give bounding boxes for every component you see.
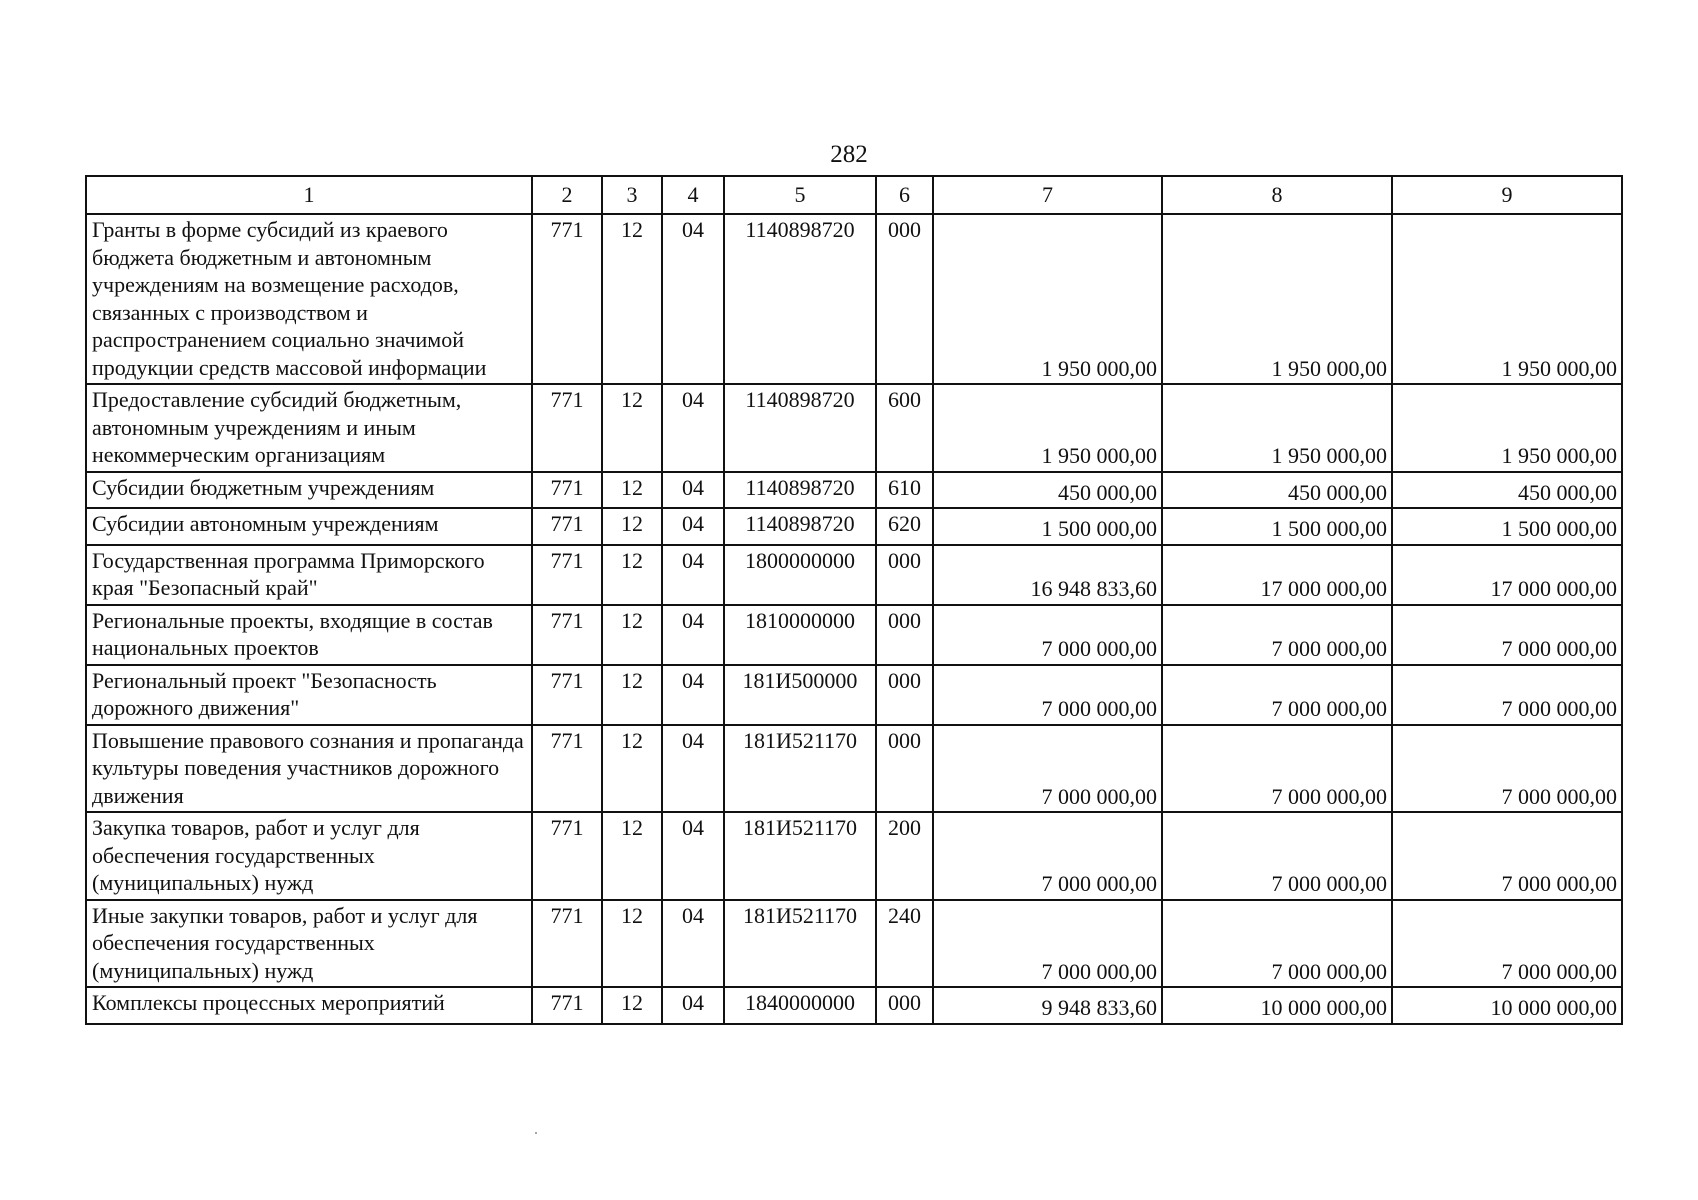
row-code-6-cell: 620 xyxy=(876,508,933,545)
row-code-3-cell: 12 xyxy=(602,900,662,988)
row-amount-8-cell: 10 000 000,00 xyxy=(1162,987,1392,1024)
row-code-3-cell: 12 xyxy=(602,987,662,1024)
row-amount-8-cell: 17 000 000,00 xyxy=(1162,545,1392,605)
table-row xyxy=(86,472,1622,509)
row-name-cell: Региональный проект "Безопасность дорожного движения" xyxy=(86,665,532,725)
row-code-5-cell: 1140898720 xyxy=(724,384,876,472)
row-name-cell: Закупка товаров, работ и услуг для обеспечения государственных (муниципальных) нужд xyxy=(86,812,532,900)
row-code-5-cell: 181И500000 xyxy=(724,665,876,725)
row-amount-9-cell: 7 000 000,00 xyxy=(1392,605,1622,665)
row-code-4-cell: 04 xyxy=(662,987,724,1024)
row-name-cell: Государственная программа Приморского края "Безопасный край" xyxy=(86,545,532,605)
row-amount-8-cell: 1 950 000,00 xyxy=(1162,214,1392,384)
header-col-3: 3 xyxy=(602,176,662,214)
row-amount-7-cell: 7 000 000,00 xyxy=(933,725,1162,813)
scan-speck xyxy=(535,1132,537,1134)
row-code-3-cell: 12 xyxy=(602,214,662,384)
row-code-4-cell: 04 xyxy=(662,812,724,900)
row-code-3-cell: 12 xyxy=(602,605,662,665)
row-amount-9-cell: 1 950 000,00 xyxy=(1392,214,1622,384)
row-code-3-cell: 12 xyxy=(602,725,662,813)
table-row xyxy=(86,605,1622,665)
header-col-8: 8 xyxy=(1162,176,1392,214)
row-code-5-cell: 1140898720 xyxy=(724,214,876,384)
row-amount-7-cell: 7 000 000,00 xyxy=(933,605,1162,665)
row-code-3-cell: 12 xyxy=(602,812,662,900)
row-code-2-cell: 771 xyxy=(532,900,602,988)
row-code-4-cell: 04 xyxy=(662,900,724,988)
row-amount-7-cell: 1 950 000,00 xyxy=(933,384,1162,472)
row-amount-7-cell: 16 948 833,60 xyxy=(933,545,1162,605)
row-code-4-cell: 04 xyxy=(662,472,724,509)
row-amount-7-cell: 9 948 833,60 xyxy=(933,987,1162,1024)
row-amount-8-cell: 7 000 000,00 xyxy=(1162,665,1392,725)
row-amount-8-cell: 7 000 000,00 xyxy=(1162,725,1392,813)
row-amount-9-cell: 450 000,00 xyxy=(1392,472,1622,509)
row-amount-7-cell: 7 000 000,00 xyxy=(933,900,1162,988)
row-code-5-cell: 1810000000 xyxy=(724,605,876,665)
row-code-6-cell: 200 xyxy=(876,812,933,900)
row-code-5-cell: 1140898720 xyxy=(724,472,876,509)
row-code-5-cell: 1840000000 xyxy=(724,987,876,1024)
row-code-5-cell: 1800000000 xyxy=(724,545,876,605)
row-code-2-cell: 771 xyxy=(532,605,602,665)
row-amount-8-cell: 450 000,00 xyxy=(1162,472,1392,509)
row-code-5-cell: 181И521170 xyxy=(724,812,876,900)
row-name-cell: Иные закупки товаров, работ и услуг для обеспечения государственных (муниципальных) нужд xyxy=(86,900,532,988)
row-code-4-cell: 04 xyxy=(662,605,724,665)
row-amount-7-cell: 450 000,00 xyxy=(933,472,1162,509)
row-code-6-cell: 000 xyxy=(876,665,933,725)
table-row xyxy=(86,987,1622,1024)
row-code-4-cell: 04 xyxy=(662,214,724,384)
row-code-3-cell: 12 xyxy=(602,384,662,472)
row-code-2-cell: 771 xyxy=(532,545,602,605)
table-row xyxy=(86,900,1622,988)
row-code-4-cell: 04 xyxy=(662,545,724,605)
row-amount-7-cell: 1 950 000,00 xyxy=(933,214,1162,384)
row-code-6-cell: 000 xyxy=(876,605,933,665)
row-code-6-cell: 600 xyxy=(876,384,933,472)
table-row xyxy=(86,508,1622,545)
row-amount-7-cell: 7 000 000,00 xyxy=(933,812,1162,900)
row-name-cell: Региональные проекты, входящие в состав национальных проектов xyxy=(86,605,532,665)
table-row xyxy=(86,545,1622,605)
row-amount-7-cell: 7 000 000,00 xyxy=(933,665,1162,725)
row-name-cell: Предоставление субсидий бюджетным, автономным учреждениям и иным некоммерческим организациям xyxy=(86,384,532,472)
row-code-6-cell: 610 xyxy=(876,472,933,509)
row-code-4-cell: 04 xyxy=(662,384,724,472)
row-code-4-cell: 04 xyxy=(662,508,724,545)
row-amount-9-cell: 7 000 000,00 xyxy=(1392,900,1622,988)
row-code-2-cell: 771 xyxy=(532,472,602,509)
row-code-2-cell: 771 xyxy=(532,384,602,472)
row-name-cell: Повышение правового сознания и пропаганда культуры поведения участников дорожного движения xyxy=(86,725,532,813)
row-code-5-cell: 181И521170 xyxy=(724,725,876,813)
table-row xyxy=(86,384,1622,472)
row-amount-8-cell: 7 000 000,00 xyxy=(1162,812,1392,900)
row-code-6-cell: 000 xyxy=(876,987,933,1024)
row-code-2-cell: 771 xyxy=(532,812,602,900)
header-col-7: 7 xyxy=(933,176,1162,214)
row-amount-9-cell: 1 500 000,00 xyxy=(1392,508,1622,545)
row-amount-9-cell: 7 000 000,00 xyxy=(1392,725,1622,813)
row-code-6-cell: 000 xyxy=(876,214,933,384)
header-row xyxy=(86,176,1622,214)
header-col-4: 4 xyxy=(662,176,724,214)
row-amount-9-cell: 10 000 000,00 xyxy=(1392,987,1622,1024)
row-code-2-cell: 771 xyxy=(532,665,602,725)
row-amount-8-cell: 1 500 000,00 xyxy=(1162,508,1392,545)
table-header xyxy=(86,176,1622,214)
row-code-6-cell: 000 xyxy=(876,545,933,605)
header-col-2: 2 xyxy=(532,176,602,214)
row-code-5-cell: 1140898720 xyxy=(724,508,876,545)
row-amount-7-cell: 1 500 000,00 xyxy=(933,508,1162,545)
page-number: 282 xyxy=(830,141,868,168)
row-code-3-cell: 12 xyxy=(602,665,662,725)
row-amount-8-cell: 7 000 000,00 xyxy=(1162,900,1392,988)
header-col-6: 6 xyxy=(876,176,933,214)
row-code-3-cell: 12 xyxy=(602,508,662,545)
table-row xyxy=(86,725,1622,813)
row-code-2-cell: 771 xyxy=(532,214,602,384)
row-code-2-cell: 771 xyxy=(532,987,602,1024)
row-code-2-cell: 771 xyxy=(532,508,602,545)
header-col-1: 1 xyxy=(86,176,532,214)
row-code-3-cell: 12 xyxy=(602,472,662,509)
row-name-cell: Гранты в форме субсидий из краевого бюджета бюджетным и автономным учреждениям на возмещение расходов, связанных с производством и распространением социально значимой продукции средств массовой информации xyxy=(86,214,532,384)
row-amount-9-cell: 17 000 000,00 xyxy=(1392,545,1622,605)
row-amount-9-cell: 1 950 000,00 xyxy=(1392,384,1622,472)
row-code-4-cell: 04 xyxy=(662,665,724,725)
row-name-cell: Субсидии автономным учреждениям xyxy=(86,508,532,545)
row-code-2-cell: 771 xyxy=(532,725,602,813)
table-row xyxy=(86,665,1622,725)
row-amount-9-cell: 7 000 000,00 xyxy=(1392,665,1622,725)
table-row xyxy=(86,812,1622,900)
budget-table xyxy=(85,175,1623,1025)
row-code-5-cell: 181И521170 xyxy=(724,900,876,988)
row-code-6-cell: 000 xyxy=(876,725,933,813)
header-col-9: 9 xyxy=(1392,176,1622,214)
row-name-cell: Субсидии бюджетным учреждениям xyxy=(86,472,532,509)
row-code-3-cell: 12 xyxy=(602,545,662,605)
row-amount-9-cell: 7 000 000,00 xyxy=(1392,812,1622,900)
row-amount-8-cell: 7 000 000,00 xyxy=(1162,605,1392,665)
row-amount-8-cell: 1 950 000,00 xyxy=(1162,384,1392,472)
table-row xyxy=(86,214,1622,384)
row-name-cell: Комплексы процессных мероприятий xyxy=(86,987,532,1024)
row-code-6-cell: 240 xyxy=(876,900,933,988)
row-code-4-cell: 04 xyxy=(662,725,724,813)
header-col-5: 5 xyxy=(724,176,876,214)
table-body xyxy=(86,214,1622,1024)
